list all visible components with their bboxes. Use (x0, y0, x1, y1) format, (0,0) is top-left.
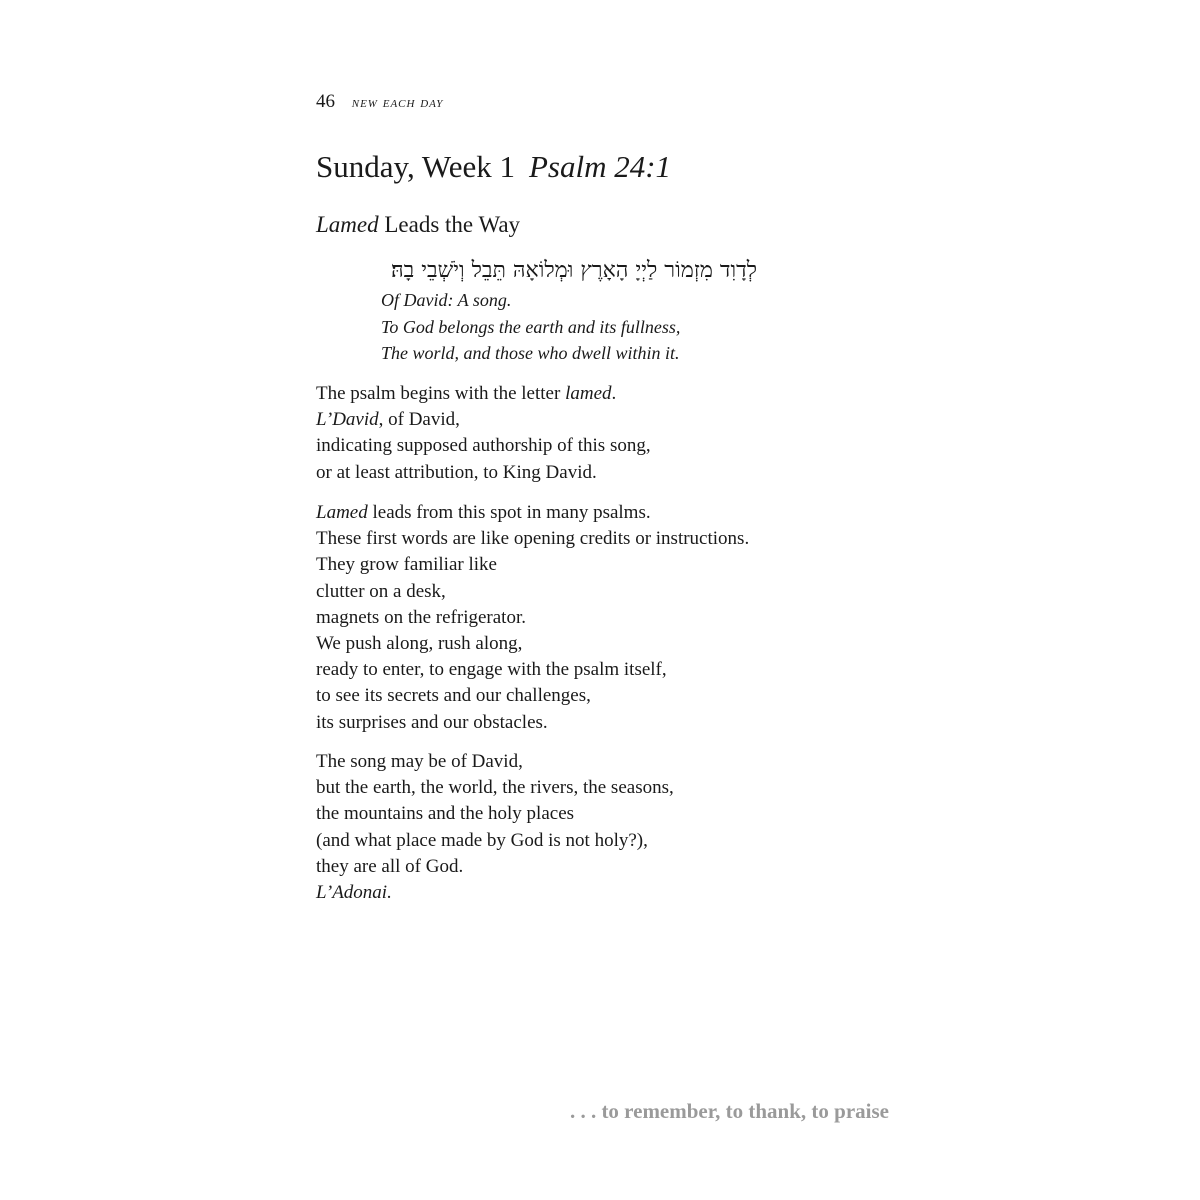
poem-line: the mountains and the holy places (316, 803, 575, 825)
poem-line: We push along, rush along, (316, 633, 523, 655)
poem-line: ready to enter, to engage with the psalm itself, (316, 659, 667, 681)
entry-day: Sunday, Week 1 (316, 149, 515, 184)
text-run-italic: lamed (565, 383, 612, 404)
subtitle-rest: Leads the Way (378, 212, 521, 237)
stanza-2 (316, 500, 749, 736)
text-run: The psalm begins with the letter (316, 383, 566, 404)
text-run: leads from this spot in many psalms. (367, 502, 651, 523)
text-run: , of David, (378, 409, 460, 431)
text-run: . (611, 383, 617, 404)
entry-subtitle (316, 210, 520, 240)
poem-line (316, 407, 651, 433)
entry-reference: Psalm 24:1 (528, 149, 672, 184)
poem-line: its surprises and our obstacles. (316, 711, 548, 733)
poem-line: but the earth, the world, the rivers, the seasons, (316, 777, 674, 799)
poem-line: (and what place made by God is not holy?), (316, 829, 648, 851)
verse-line: To God belongs the earth and its fullness, (381, 316, 681, 337)
poem-line: They grow familiar like (316, 554, 497, 576)
hebrew-verse: לְדָוִד מִזְמוֹר לַיְיָ הָאָרֶץ וּמְלוֹאָהּ תֵּבֵל וְיֹשְׁבֵי בָהּ׃ (391, 258, 757, 283)
poem-line: or at least attribution, to King David. (316, 461, 597, 483)
poem-line: The song may be of David, (316, 751, 523, 772)
page-number: 46 (316, 91, 335, 112)
text-run-italic: Lamed (316, 502, 368, 523)
stanza-3 (316, 749, 674, 906)
poem-line: they are all of God. (316, 855, 464, 877)
running-head (316, 90, 443, 115)
verse-line: Of David: A song. (381, 290, 512, 310)
poem-line (316, 381, 651, 407)
poem-line: to see its secrets and our challenges, (316, 685, 591, 707)
book-title: new each day (351, 95, 444, 111)
poem-line: magnets on the refrigerator. (316, 606, 526, 628)
poem-line: indicating supposed authorship of this song, (316, 435, 651, 457)
entry-title (316, 148, 671, 186)
subtitle-italic: Lamed (316, 212, 379, 237)
text-run-italic: L’David (316, 409, 379, 431)
stanza-1 (316, 381, 651, 486)
poem-line: L’Adonai. (316, 882, 392, 904)
poem-line (316, 500, 749, 526)
footer-tagline: . . . to remember, to thank, to praise (569, 1099, 889, 1123)
psalm-verse (381, 255, 761, 367)
poem-line: clutter on a desk, (316, 580, 446, 602)
verse-line: The world, and those who dwell within it. (381, 343, 680, 363)
poem-line: These first words are like opening credits or instructions. (316, 528, 750, 550)
